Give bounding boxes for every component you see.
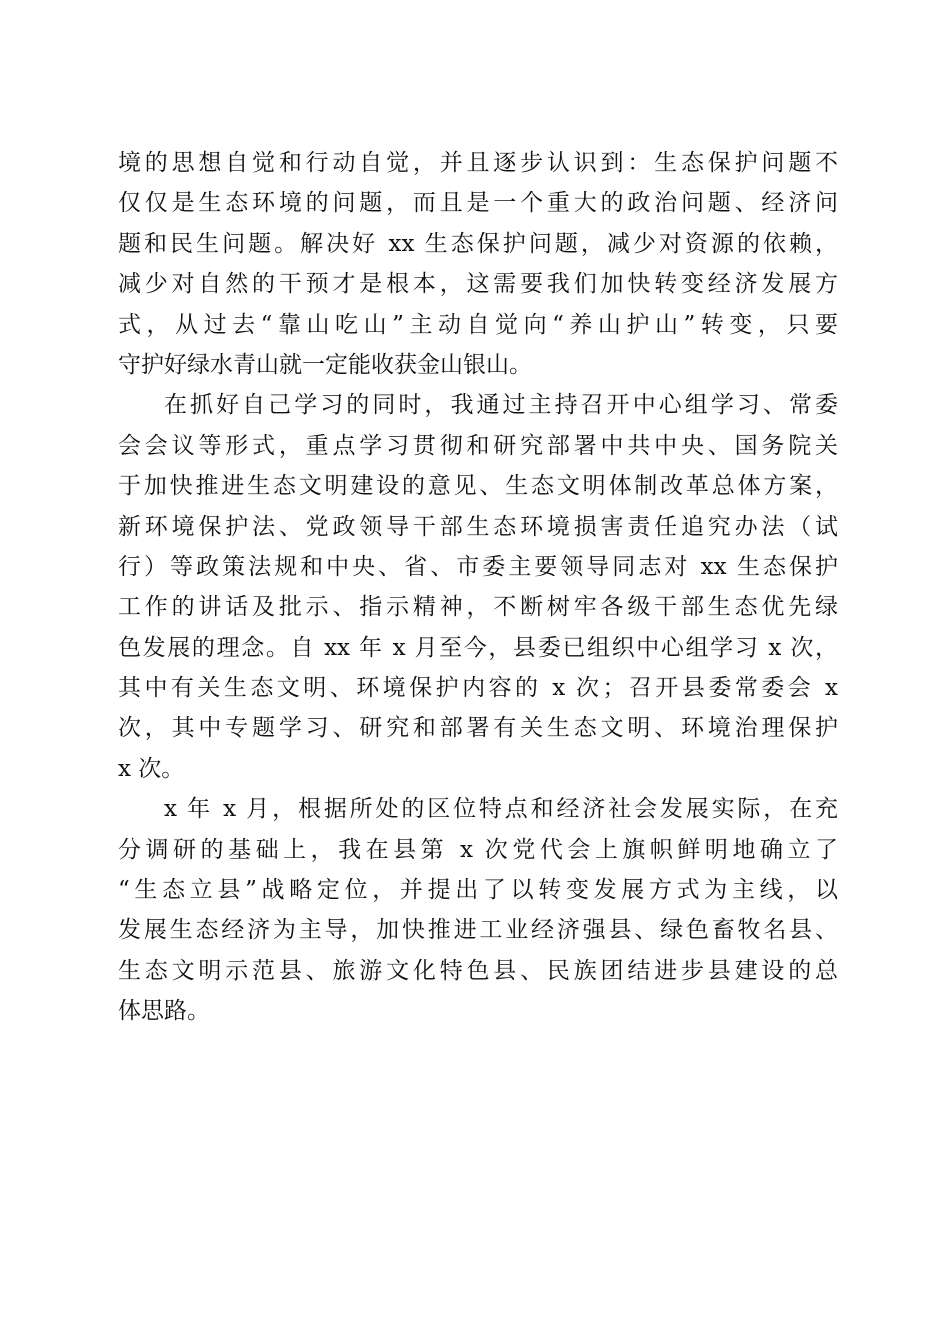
text-line: 减少对自然的干预才是根本，这需要我们加快转变经济发展方 <box>118 271 838 298</box>
paragraph-3 <box>118 789 838 1031</box>
text-line: 守护好绿水青山就一定能收获金山银山。 <box>118 351 532 378</box>
text-line: 行）等政策法规和中央、省、市委主要领导同志对 xx 生态保护 <box>118 553 838 580</box>
text-line: 发展生态经济为主导，加快推进工业经济强县、绿色畜牧名县、 <box>118 917 838 944</box>
text-line: 工作的讲话及批示、指示精神，不断树牢各级干部生态优先绿 <box>118 594 838 621</box>
text-line: 境的思想自觉和行动自觉，并且逐步认识到：生态保护问题不 <box>118 150 838 176</box>
paragraph-2 <box>118 385 838 789</box>
text-line: x 年 x 月，根据所处的区位特点和经济社会发展实际，在充 <box>164 796 838 823</box>
text-line: 仅仅是生态环境的问题，而且是一个重大的政治问题、经济问 <box>118 190 838 217</box>
text-line: 会会议等形式，重点学习贯彻和研究部署中共中央、国务院关 <box>118 432 838 459</box>
text-line: x 次。 <box>118 755 185 782</box>
text-line: 于加快推进生态文明建设的意见、生态文明体制改革总体方案， <box>118 473 838 500</box>
text-line: 分调研的基础上，我在县第 x 次党代会上旗帜鲜明地确立了 <box>118 836 838 863</box>
text-line: 式，从过去“靠山吃山”主动自觉向“养山护山”转变，只要 <box>118 311 838 338</box>
text-line: 其中有关生态文明、环境保护内容的 x 次；召开县委常委会 x <box>118 675 838 702</box>
text-line: 题和民生问题。解决好 xx 生态保护问题，减少对资源的依赖， <box>118 230 838 257</box>
paragraph-1 <box>118 143 838 385</box>
text-line: 生态文明示范县、旅游文化特色县、民族团结进步县建设的总 <box>118 957 838 984</box>
text-line: 体思路。 <box>118 998 210 1025</box>
text-line: 色发展的理念。自 xx 年 x 月至今，县委已组织中心组学习 x 次， <box>118 634 838 661</box>
text-line: 新环境保护法、党政领导干部生态环境损害责任追究办法（试 <box>118 513 838 540</box>
text-line: 在抓好自己学习的同时，我通过主持召开中心组学习、常委 <box>164 392 838 419</box>
text-line: 次，其中专题学习、研究和部署有关生态文明、环境治理保护 <box>118 715 838 742</box>
text-line: “生态立县”战略定位，并提出了以转变发展方式为主线，以 <box>118 877 838 904</box>
body-text <box>118 143 838 1032</box>
